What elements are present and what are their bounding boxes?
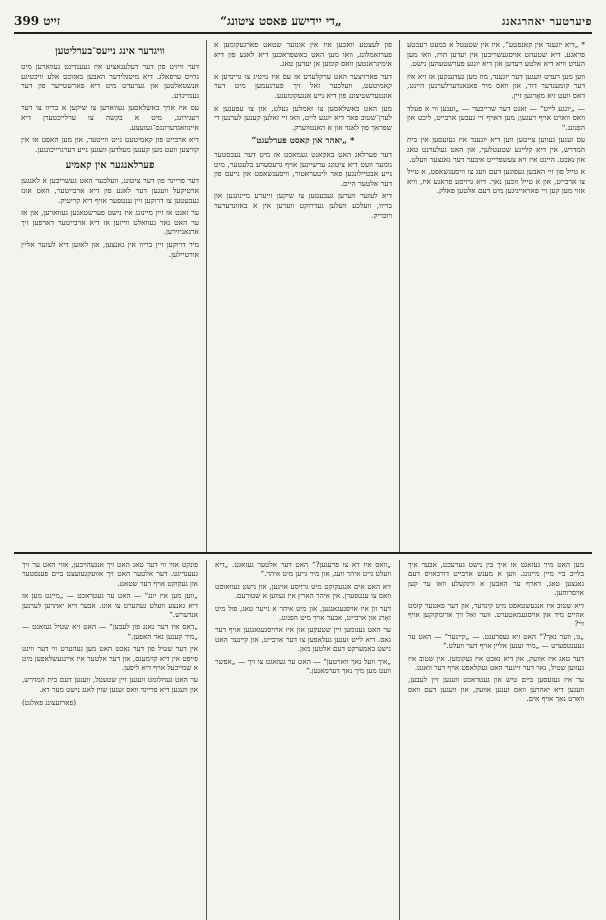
header-page-number: זייט 399 (14, 14, 61, 28)
top-section (14, 40, 592, 554)
paragraph: ער זאגט אז זיין מיינונג איז נישט פערשטאנען געווארען, און אז ער האט נאר געוואלט ווייזען אז דיא ארבייטער דארפען זיך ארגאניזירען. (21, 208, 199, 237)
paragraph: דער פארזיצער האט ערקלערט אז עס איז נויטיג צו גרינדען א קאמיטעט, וועלכער זאל זיך פערנעמען מיט דער אונטערשטיצונג פון דיא נייע אנגעקומענע. (214, 71, 392, 100)
paragraph: דיא שטוב איז אנגעשטאפט מיט קינדער, און דער פאטער קומט אהיים מיד און אויסגעמאטערט. ווער זאל זיך ארומקוקען אויף זיי? (408, 600, 584, 629)
continuation-note: (פארזעצונג פאלגט) (22, 698, 77, 708)
paragraph: דיא לעזער ווערען געבעטען צו שיקען זייערע מיינונגען און בריוו, וועלכע וועלען געדרוקט ווערען אין א באזונדערער רובריק. (214, 191, 392, 220)
paragraph: „נו, ווער נאך?“ האט זיא געפרעגט. — „קיינער“ — האט ער געענטפערט — „מיר זענען אליין אויף דער וועלט.“ (408, 631, 584, 651)
paragraph: „איך וועל נאך ווארטען“ — האט ער געזאגט צו זיך — „אפשר וועט מען מיך נאך דערמאנען.“ (215, 656, 391, 676)
paragraph: מען האט באשלאסען צו זאמלען געלט, און צו עפענען א לערן־שטוב פאר דיא יונגע לייט, וואו זיי זאלען קענען לערנען די שפראך פון לאנד און א האנטווערק. (214, 103, 392, 132)
paragraph: ער איז געזעסען ביים טיש און געטראכט וועגען זיין לעבען, וועגען דיא יאהרען וואס זענען אוועק, און וועגען דעם וואס ווארט נאך אויף אים. (408, 675, 584, 704)
top-column-3 (14, 40, 206, 552)
bottom-column-2 (206, 560, 399, 920)
paragraph: ער האט געחלומט וועגען זיין שטעטל, וועגען דעם בית המדרש, און וועגען דיא פריינד וואס זענען שוין לאנג נישט מער דא. (22, 675, 198, 694)
paragraph: „ווען מען איז יונג“ — האט ער געטראכט — „מיינט מען אז דיא גאנצע וועלט געהערט צו אונז. אבער דיא יאהרען לערנען אנדערש.“ (22, 591, 198, 620)
paragraph: אין דער שטיל פון דער נאכט האט מען געהערט ווי דער ווינט פייפט אין דיא קוימענס, און דער אלטער איז איינגעשלאפען מיט א שמייכעל אויף דיא ליפען. (22, 644, 198, 673)
paragraph: פונקט אזוי ווי דער טאג האט זיך אנגעהויבען, אזוי האט ער זיך געענדיגט. דער אלטער האט זיך אוועקגעזעצט ביים פענסטער און געקוקט אויף דער שטאט. (22, 560, 198, 588)
paragraph: א טייל פון זיי האבען געפונען דעם וועג צו וויסענשאפט, א טייל צו ארבייט, און א טייל זוכען נאך. דיא גרויסע פראגע איז, וויא אזוי מען קען זיי פאראייניגען מיט דעם אלטען פאלק. (407, 167, 585, 196)
paragraph: מען האט מיר געזאגט אז איך בין נישט גערעכט, אבער איך בלייב ביי מיין מיינונג. ווען א מענש ארבייט דורכאויס דעם גאנצען טאג, דארף ער האבען א ווינקעלע וואו ער קען אויסרוהען. (408, 560, 584, 598)
page-header (14, 14, 592, 34)
paragraph: ווען מען רעדט וועגען דער יוגענד, מוז מען געדענקען אז זיא איז דער קומענדער דור, און וואס מיר פאנאנדערלערנען היינט, דאס וועט זיא מאָרגען זיין. (407, 71, 585, 100)
paragraph: * „דיא יוגענד אין קאנפטע“, איז אין שטעטל א כמעט רעכטע פראגע. דיא שטעהט אויסגעשריבען אין יעדען הויז, וואו מען הערט וויא דיא אלטע רעדען און דיא יונגע פערשטעהען נישט. (407, 40, 585, 69)
paragraph: עס איז אויך באשלאסען געווארען צו שיקען א בריוו צו דער רעגירונג, מיט א בקשה צו ערלייכטערן דיא איינוואנדערונגס־געזעצע. (21, 103, 199, 132)
paragraph: דער וויזיט פון דער דעלעגאציע איז געענדיגט געווארען מיט גרויס ערפאלג. דיא מיטגלידער האבען באזוכט אלע וויכטיגע אנשטאלטען און גערעדט מיט דיא פארשטייער פון דער געמיינדע. (21, 62, 199, 100)
bottom-section (14, 554, 592, 920)
paragraph: דער זון איז אויפגעגאנגען, און מיט איהר א נייער טאג, פול מיט זאָרג און ארבייט, אבער אויך מיט הפנונג. (215, 603, 391, 623)
header-center-title: „די יידישע פאסט ציטונג“ (220, 14, 342, 28)
bottom-column-3 (14, 560, 206, 920)
top-column-2 (206, 40, 399, 552)
paragraph: „וואס איז דא צו פרעגען?“ האט דער אלטער געזאגט. „דיא וועלט גייט איהר וועג, און מיר גייען מיט איהר.“ (215, 560, 391, 579)
paragraph: זיא האט אים אנגעקוקט מיט גרויסע אויגען, און נישט געוואוסט וואס צו ענטפערן. אין איהר הארץ איז געווען א שטורעם. (215, 581, 391, 601)
paragraph: עס זענען געווען צייטען ווען דיא יוגענד איז געזעסען אין בית המדרש, אין דיא קליינע שטעטלעך, און האט געלערנט טאג און נאכט. היינט איז זיא צעשפרייט איבער דער גאנצער וועלט. (407, 135, 585, 164)
paragraph: — „יונגע לייט“ — זאגט דער שרייבער — „זענען ווי א פעלד וואס ווארט אויף רעגען; מען דארף זיי געבען ארבייט, ליכט און הפנונג.“ (407, 103, 585, 132)
section-heading: וויגדער אינג נייעס־בערליטען (55, 46, 165, 57)
section-heading: * „יאהר און קאסט פערלעגט“ (251, 136, 355, 147)
top-column-1 (399, 40, 592, 552)
paragraph: דער טאג איז אוועק, און דיא נאכט איז געקומען. אין שטוב איז געווען שטיל, נאר דער זייגער האט געקלאפט אויף דער וואנט. (408, 653, 584, 673)
paragraph: דיא ארבייט פון קאמיטעט גייט ווייטער, און מען האפט אז אין קורצען וועט מען קענען מעלדען וועגען נייע דערגרייכונגען. (21, 135, 199, 154)
paragraph: ער האט גענומען זיין שטעקען און איז ארויסגעגאנגען אויף דער גאס. דיא לייט זענען געלאפען צו דער ארבייט, און קיינער האט נישט באמערקט דעם אלטען מאן. (215, 625, 391, 654)
paragraph: פון לעצטע וואכען איז אין אונזער שטאט פארגעקומען א פערזאמלונג, וואו מען האט באשפראכען דיא לאגע פון דיא אימיגראנטען וואס קומען אן יעדען טאג. (214, 40, 392, 69)
section-heading: פערלאנגער אין קאמיע (65, 160, 155, 172)
paragraph: מיר דרוקען זיין בריוו אין גאנצען, און לאזען דיא לעזער אליין אורטיילען. (21, 239, 199, 259)
header-right-title: פיערטער יאהרגאנג (501, 15, 592, 28)
paragraph: דער פריינד פון דער ציטונג, וועלכער האט געשריבען א לאנגען ארטיקעל וועגען דער לאגע פון דיא ארבייטער, האט אונז געבעטען צו דרוקען זיין ענטפער אויף דיא קריטיק. (21, 176, 199, 205)
paragraph: דער פערלאג האט באקאנט געמאכט אז מיט דער נעכסטער נומער וועט דיא ציטונג ערשיינען אויף גרעסערע בלעטער, מיט נייע אבטיילונגען פאר ליטעראטור, וויסענשאפט און נייעס פון דער אלטער היים. (214, 149, 392, 188)
paragraph: „דאס איז דער גאנג פון לעבען“ — האט זיא שטיל געזאגט — „מיר קענען נאר האפען.“ (22, 622, 198, 641)
bottom-column-1 (399, 560, 592, 920)
